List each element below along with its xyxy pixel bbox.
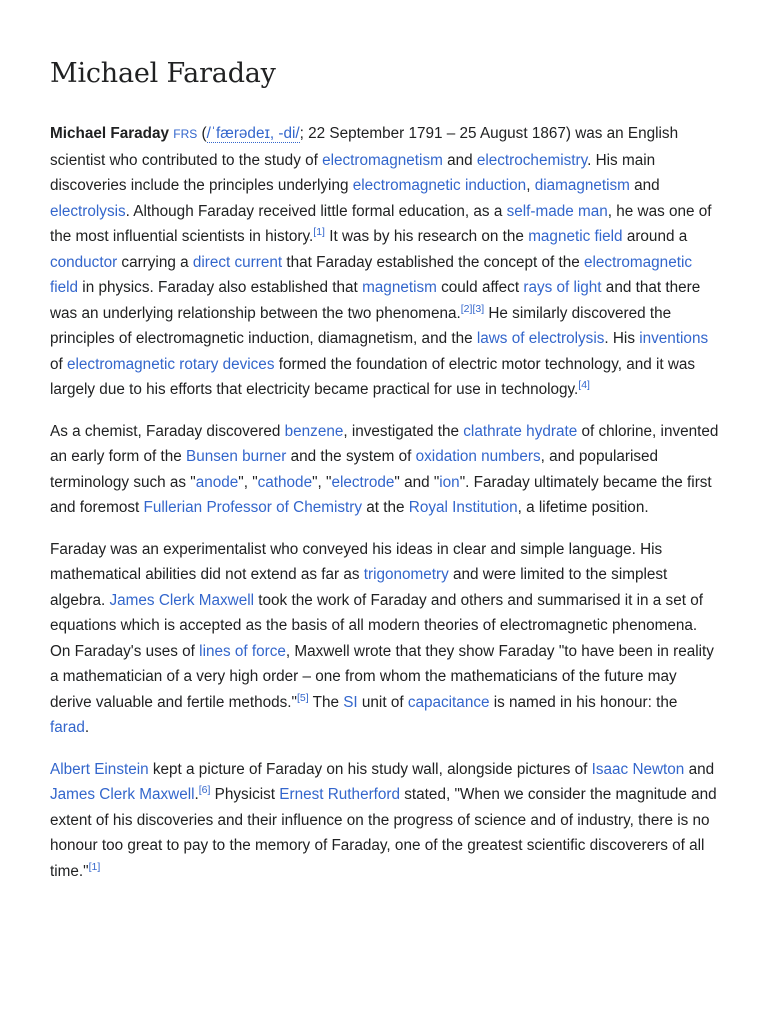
text-run: ( <box>197 125 207 142</box>
link-lines-of-force[interactable]: lines of force <box>199 642 286 660</box>
text-run: , <box>526 177 535 194</box>
link-inventions[interactable]: inventions <box>639 330 709 347</box>
text-run: Physicist <box>210 786 280 803</box>
text-run: around a <box>622 228 688 245</box>
article <box>50 0 720 884</box>
pronunciation-link[interactable]: /ˈfærədeɪ, -di/ <box>206 125 300 142</box>
text-run: ; 22 September 1791 – 25 August 1867) was an English scientist who contributed to the study of <box>50 125 679 169</box>
text-run: , he was one of the most influential scientists in history. <box>50 202 712 245</box>
link-cathode[interactable]: cathode <box>257 473 313 491</box>
link-magnetic-field[interactable]: magnetic field <box>528 228 623 245</box>
paragraph-experimentalist <box>50 537 720 741</box>
link-capacitance[interactable]: capacitance <box>407 693 490 711</box>
link-royal-institution[interactable]: Royal Institution <box>408 499 518 516</box>
citation-reference[interactable] <box>199 784 211 796</box>
text-run: and <box>442 151 477 169</box>
text-run: in physics. Faraday also established that <box>78 279 363 296</box>
text-run: . <box>84 719 90 736</box>
text-run: . His <box>604 330 640 347</box>
link-ernest-rutherford[interactable]: Ernest Rutherford <box>279 786 401 803</box>
link-electromagnetic-induction[interactable]: electromagnetic induction <box>352 177 527 194</box>
link-electrochemistry[interactable]: electrochemistry <box>476 151 588 169</box>
link-fullerian-professor-of-chemistry[interactable]: Fullerian Professor of Chemistry <box>143 499 363 516</box>
text-run: ". Faraday ultimately became the first and foremost <box>50 473 712 516</box>
paragraph-legacy <box>50 757 720 885</box>
link-electromagnetic-rotary-devices[interactable]: electromagnetic rotary devices <box>67 355 275 373</box>
citation-reference[interactable] <box>313 226 325 238</box>
text-run: . Although Faraday received little formal education, as a <box>125 202 507 220</box>
link-rays-of-light[interactable]: rays of light <box>523 279 602 296</box>
text-run: ", " <box>238 473 258 491</box>
link-oxidation-numbers[interactable]: oxidation numbers <box>415 448 541 465</box>
text-run: " and " <box>394 473 440 491</box>
link-magnetism[interactable]: magnetism <box>362 279 437 296</box>
link-benzene[interactable]: benzene <box>284 422 344 440</box>
text-run: that Faraday established the concept of the <box>282 253 585 271</box>
link-electrode[interactable]: electrode <box>331 473 395 491</box>
link-laws-of-electrolysis[interactable]: laws of electrolysis <box>476 330 605 347</box>
link-clathrate-hydrate[interactable]: clathrate hydrate <box>463 422 578 440</box>
link-frs[interactable]: FRS <box>173 127 198 141</box>
text-run: stated, "When we consider the magnitude and extent of his discoveries and their influence on the progress of science and of industry, there is no honour too great to pay to the memory of Faraday, one of the greatest scientific discoverers of all time." <box>50 786 717 880</box>
link-direct-current[interactable]: direct current <box>192 253 283 271</box>
text-run: , a lifetime position. <box>517 499 649 516</box>
link-james-clerk-maxwell[interactable]: James Clerk Maxwell <box>109 591 255 609</box>
text-run: It was by his research on the <box>324 228 529 245</box>
text-run: . His main discoveries include the principles underlying <box>50 151 656 194</box>
paragraph-chemist <box>50 419 720 521</box>
text-run: formed the foundation of electric motor technology, and it was largely due to his efforts that electricity became practical for use in technology. <box>50 355 696 398</box>
citation-link[interactable]: [6] <box>198 783 211 796</box>
page-title: Michael Faraday <box>50 58 276 89</box>
citation-link[interactable]: [1] <box>313 225 325 238</box>
subject-name: Michael Faraday <box>50 125 170 142</box>
text-run: and that there was an underlying relationship between the two phenomena. <box>50 279 701 322</box>
link-conductor[interactable]: conductor <box>50 253 118 271</box>
link-diamagnetism[interactable]: diamagnetism <box>534 177 630 194</box>
text-run: He similarly discovered the principles of electromagnetic induction, diamagnetism, and the <box>50 304 672 347</box>
text-run: at the <box>362 499 409 516</box>
text-run: As a chemist, Faraday discovered <box>50 422 285 440</box>
text-run: kept a picture of Faraday on his study wall, alongside pictures of <box>148 760 592 778</box>
citation-reference[interactable] <box>297 691 309 703</box>
text-run: and the system of <box>286 448 416 465</box>
link-trigonometry[interactable]: trigonometry <box>363 566 449 583</box>
text-run: unit of <box>357 693 408 711</box>
text-run: could affect <box>436 279 524 296</box>
link-ion[interactable]: ion <box>439 473 460 491</box>
text-run: of <box>50 355 68 373</box>
text-run: The <box>308 693 344 711</box>
text-run: and were limited to the simplest algebra. <box>50 566 668 609</box>
citation-link[interactable]: [4] <box>578 378 590 391</box>
citation-link[interactable]: [5] <box>296 691 309 704</box>
text-run: and <box>629 177 660 194</box>
link-self-made-man[interactable]: self-made man <box>506 202 608 220</box>
text-run: , Maxwell wrote that they show Faraday "to have been in reality a mathematician of a very high order – one from whom the mathematicians of the future may derive valuable and fertile methods." <box>50 642 714 711</box>
citation-reference[interactable] <box>89 860 101 872</box>
link-isaac-newton[interactable]: Isaac Newton <box>591 760 685 778</box>
link-bunsen-burner[interactable]: Bunsen burner <box>186 448 287 465</box>
paragraph-intro <box>50 121 720 403</box>
citation-reference[interactable] <box>461 302 473 314</box>
link-farad[interactable]: farad <box>50 719 85 736</box>
citation-reference[interactable] <box>578 379 590 391</box>
citation-link[interactable]: [2] <box>460 302 473 315</box>
text-run: , investigated the <box>343 422 464 440</box>
link-electromagnetic-field[interactable]: electromagnetic field <box>50 253 692 296</box>
citation-reference[interactable] <box>472 302 484 314</box>
citation-link[interactable]: [1] <box>88 860 101 873</box>
text-run: ", " <box>312 473 332 491</box>
citation-link[interactable]: [3] <box>472 302 485 315</box>
link-electromagnetism[interactable]: electromagnetism <box>322 151 443 169</box>
text-run: . <box>194 786 199 803</box>
link-si[interactable]: SI <box>343 693 358 711</box>
text-run: took the work of Faraday and others and summarised it in a set of equations which is accepted as the basis of all modern theories of electromagnetic phenomena. On Faraday's uses of <box>50 591 703 660</box>
text-run: Faraday was an experimentalist who conveyed his ideas in clear and simple language. His mathematical abilities did not extend as far as <box>50 540 663 583</box>
text-run: and <box>684 760 715 778</box>
link-anode[interactable]: anode <box>195 473 239 491</box>
text-run: is named in his honour: the <box>489 693 678 711</box>
link-james-clerk-maxwell[interactable]: James Clerk Maxwell <box>50 786 195 803</box>
link-electrolysis[interactable]: electrolysis <box>50 202 126 220</box>
text-run: carrying a <box>117 253 193 271</box>
text-run: of chlorine, invented an early form of the <box>50 422 719 465</box>
link-albert-einstein[interactable]: Albert Einstein <box>50 760 149 778</box>
text-run: , and popularised terminology such as " <box>50 448 659 491</box>
